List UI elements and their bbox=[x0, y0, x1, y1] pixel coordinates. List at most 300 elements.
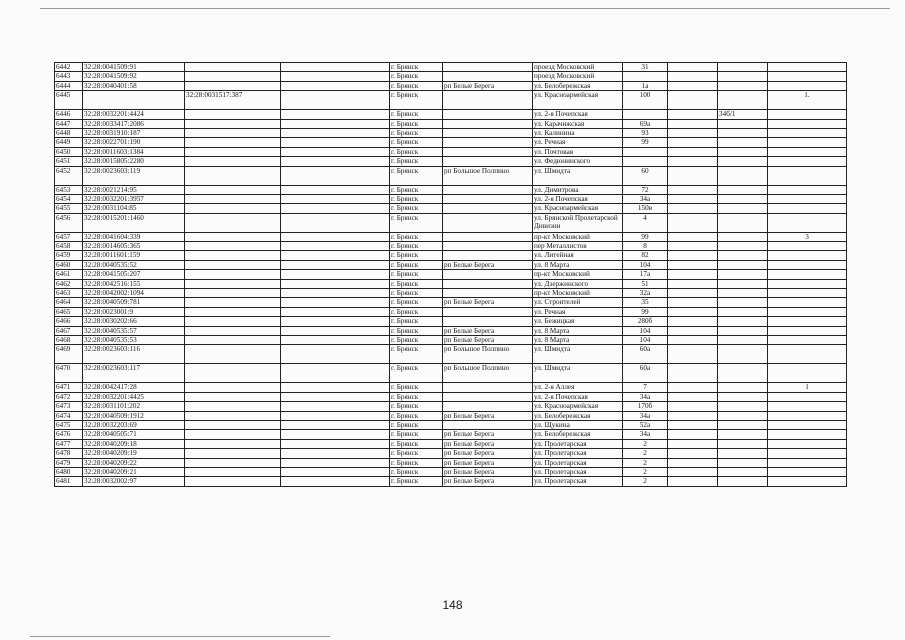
extra-cell bbox=[768, 364, 847, 383]
parent-cadastral-number-cell bbox=[185, 110, 281, 119]
cadastral-number-cell: 32:28:0022701:190 bbox=[83, 138, 185, 147]
extra-cell: 1. bbox=[768, 91, 847, 110]
building-cell bbox=[668, 364, 718, 383]
building-cell bbox=[668, 411, 718, 420]
row-number-cell: 6448 bbox=[55, 128, 83, 137]
city-cell: г. Брянск bbox=[390, 420, 443, 429]
flat-cell bbox=[718, 232, 768, 241]
row-number-cell: 6473 bbox=[55, 402, 83, 411]
district-cell: рп Большое Полпино bbox=[443, 364, 533, 383]
house-number-cell: 4 bbox=[623, 213, 668, 232]
flat-cell bbox=[718, 383, 768, 392]
extra-cell bbox=[768, 185, 847, 194]
table-row bbox=[55, 364, 847, 383]
parent-cadastral-number-cell bbox=[185, 270, 281, 279]
street-cell: проезд Московский bbox=[533, 72, 623, 81]
flat-cell bbox=[718, 317, 768, 326]
house-number-cell: 2 bbox=[623, 467, 668, 476]
district-cell: рп Большое Полпино bbox=[443, 345, 533, 364]
blank-cell bbox=[281, 63, 390, 72]
building-cell bbox=[668, 298, 718, 307]
row-number-cell: 6472 bbox=[55, 392, 83, 401]
district-cell: рп Белые Берега bbox=[443, 458, 533, 467]
city-cell: г. Брянск bbox=[390, 72, 443, 81]
flat-cell bbox=[718, 204, 768, 213]
row-number-cell: 6460 bbox=[55, 260, 83, 269]
table-row bbox=[55, 204, 847, 213]
district-cell bbox=[443, 157, 533, 166]
house-number-cell: 35 bbox=[623, 298, 668, 307]
city-cell: г. Брянск bbox=[390, 317, 443, 326]
row-number-cell: 6469 bbox=[55, 345, 83, 364]
city-cell: г. Брянск bbox=[390, 430, 443, 439]
flat-cell bbox=[718, 307, 768, 316]
parent-cadastral-number-cell bbox=[185, 317, 281, 326]
building-cell bbox=[668, 335, 718, 344]
blank-cell bbox=[281, 439, 390, 448]
city-cell: г. Брянск bbox=[390, 335, 443, 344]
building-cell bbox=[668, 449, 718, 458]
blank-cell bbox=[281, 364, 390, 383]
extra-cell bbox=[768, 392, 847, 401]
street-cell: ул. Димитрова bbox=[533, 185, 623, 194]
street-cell: ул. 2-я Аллея bbox=[533, 383, 623, 392]
blank-cell bbox=[281, 138, 390, 147]
blank-cell bbox=[281, 289, 390, 298]
building-cell bbox=[668, 430, 718, 439]
district-cell bbox=[443, 232, 533, 241]
row-number-cell: 6458 bbox=[55, 242, 83, 251]
row-number-cell: 6479 bbox=[55, 458, 83, 467]
scan-edge-line-top bbox=[40, 8, 890, 9]
district-cell bbox=[443, 279, 533, 288]
building-cell bbox=[668, 194, 718, 203]
parent-cadastral-number-cell bbox=[185, 242, 281, 251]
row-number-cell: 6453 bbox=[55, 185, 83, 194]
district-cell bbox=[443, 420, 533, 429]
house-number-cell: 60а bbox=[623, 345, 668, 364]
extra-cell bbox=[768, 307, 847, 316]
extra-cell bbox=[768, 289, 847, 298]
row-number-cell: 6474 bbox=[55, 411, 83, 420]
flat-cell: 34б/1 bbox=[718, 110, 768, 119]
parent-cadastral-number-cell bbox=[185, 279, 281, 288]
district-cell bbox=[443, 392, 533, 401]
city-cell: г. Брянск bbox=[390, 411, 443, 420]
street-cell: пр-кт Московский bbox=[533, 270, 623, 279]
table-row bbox=[55, 213, 847, 232]
street-cell: ул. Белобережская bbox=[533, 411, 623, 420]
cadastral-number-cell: 32:28:0021214:95 bbox=[83, 185, 185, 194]
cadastral-number-cell: 32:28:0032201:4425 bbox=[83, 392, 185, 401]
district-cell bbox=[443, 138, 533, 147]
house-number-cell: 82 bbox=[623, 251, 668, 260]
blank-cell bbox=[281, 81, 390, 90]
row-number-cell: 6443 bbox=[55, 72, 83, 81]
table-row bbox=[55, 402, 847, 411]
street-cell: ул. Пролетарская bbox=[533, 477, 623, 486]
parent-cadastral-number-cell bbox=[185, 430, 281, 439]
city-cell: г. Брянск bbox=[390, 185, 443, 194]
house-number-cell: 2 bbox=[623, 449, 668, 458]
extra-cell bbox=[768, 439, 847, 448]
row-number-cell: 6447 bbox=[55, 119, 83, 128]
house-number-cell: 104 bbox=[623, 260, 668, 269]
street-cell: ул. Шмидта bbox=[533, 345, 623, 364]
house-number-cell: 31 bbox=[623, 63, 668, 72]
city-cell: г. Брянск bbox=[390, 242, 443, 251]
building-cell bbox=[668, 345, 718, 364]
district-cell bbox=[443, 63, 533, 72]
street-cell: ул. Карачижская bbox=[533, 119, 623, 128]
blank-cell bbox=[281, 467, 390, 476]
flat-cell bbox=[718, 420, 768, 429]
extra-cell bbox=[768, 335, 847, 344]
cadastral-number-cell: 32:28:0040209:19 bbox=[83, 449, 185, 458]
cadastral-number-cell: 32:28:0042516:155 bbox=[83, 279, 185, 288]
building-cell bbox=[668, 289, 718, 298]
extra-cell bbox=[768, 430, 847, 439]
house-number-cell: 99 bbox=[623, 138, 668, 147]
parent-cadastral-number-cell bbox=[185, 119, 281, 128]
cadastral-number-cell: 32:28:0023001:9 bbox=[83, 307, 185, 316]
street-cell: ул. Пролетарская bbox=[533, 458, 623, 467]
district-cell: рп Белые Берега bbox=[443, 298, 533, 307]
city-cell: г. Брянск bbox=[390, 458, 443, 467]
street-cell: ул. Строителей bbox=[533, 298, 623, 307]
row-number-cell: 6470 bbox=[55, 364, 83, 383]
row-number-cell: 6445 bbox=[55, 91, 83, 110]
extra-cell: 3 bbox=[768, 232, 847, 241]
city-cell: г. Брянск bbox=[390, 279, 443, 288]
row-number-cell: 6444 bbox=[55, 81, 83, 90]
row-number-cell: 6464 bbox=[55, 298, 83, 307]
blank-cell bbox=[281, 430, 390, 439]
table-row bbox=[55, 81, 847, 90]
flat-cell bbox=[718, 477, 768, 486]
parent-cadastral-number-cell bbox=[185, 81, 281, 90]
extra-cell bbox=[768, 458, 847, 467]
house-number-cell: 69а bbox=[623, 119, 668, 128]
city-cell: г. Брянск bbox=[390, 289, 443, 298]
house-number-cell: 99 bbox=[623, 232, 668, 241]
cadastral-number-cell: 32:28:0032201:3957 bbox=[83, 194, 185, 203]
parent-cadastral-number-cell bbox=[185, 345, 281, 364]
street-cell: пр-кт Московский bbox=[533, 289, 623, 298]
table-row bbox=[55, 449, 847, 458]
row-number-cell: 6476 bbox=[55, 430, 83, 439]
house-number-cell: 93 bbox=[623, 128, 668, 137]
city-cell: г. Брянск bbox=[390, 260, 443, 269]
blank-cell bbox=[281, 128, 390, 137]
city-cell: г. Брянск bbox=[390, 477, 443, 486]
cadastral-number-cell: 32:28:0011603:1384 bbox=[83, 147, 185, 156]
cadastral-number-cell: 32:28:0032203:69 bbox=[83, 420, 185, 429]
building-cell bbox=[668, 251, 718, 260]
street-cell: ул. Пролетарская bbox=[533, 449, 623, 458]
table-row bbox=[55, 166, 847, 185]
extra-cell bbox=[768, 147, 847, 156]
building-cell bbox=[668, 383, 718, 392]
blank-cell bbox=[281, 411, 390, 420]
street-cell: ул. Красноармейская bbox=[533, 402, 623, 411]
parent-cadastral-number-cell bbox=[185, 185, 281, 194]
table-row bbox=[55, 392, 847, 401]
cadastral-number-cell: 32:28:0031101:202 bbox=[83, 402, 185, 411]
parent-cadastral-number-cell bbox=[185, 467, 281, 476]
city-cell: г. Брянск bbox=[390, 157, 443, 166]
cadastral-number-cell: 32:28:0030202:66 bbox=[83, 317, 185, 326]
flat-cell bbox=[718, 467, 768, 476]
building-cell bbox=[668, 138, 718, 147]
page-number: 148 bbox=[442, 598, 463, 612]
parent-cadastral-number-cell bbox=[185, 449, 281, 458]
city-cell: г. Брянск bbox=[390, 63, 443, 72]
table-row bbox=[55, 242, 847, 251]
flat-cell bbox=[718, 345, 768, 364]
parent-cadastral-number-cell bbox=[185, 204, 281, 213]
street-cell: ул. Шмидта bbox=[533, 364, 623, 383]
city-cell: г. Брянск bbox=[390, 194, 443, 203]
flat-cell bbox=[718, 128, 768, 137]
district-cell: рп Белые Берега bbox=[443, 449, 533, 458]
parent-cadastral-number-cell bbox=[185, 383, 281, 392]
table-row bbox=[55, 317, 847, 326]
house-number-cell: 60 bbox=[623, 166, 668, 185]
house-number-cell bbox=[623, 157, 668, 166]
district-cell bbox=[443, 110, 533, 119]
building-cell bbox=[668, 110, 718, 119]
register-table bbox=[54, 62, 847, 487]
blank-cell bbox=[281, 402, 390, 411]
house-number-cell bbox=[623, 110, 668, 119]
street-cell: ул. Речная bbox=[533, 138, 623, 147]
parent-cadastral-number-cell bbox=[185, 213, 281, 232]
house-number-cell: 17а bbox=[623, 270, 668, 279]
cadastral-number-cell: 32:28:0041509:92 bbox=[83, 72, 185, 81]
street-cell: ул. Бежицкая bbox=[533, 317, 623, 326]
cadastral-number-cell: 32:28:0033417:2086 bbox=[83, 119, 185, 128]
extra-cell bbox=[768, 204, 847, 213]
house-number-cell: 34а bbox=[623, 411, 668, 420]
parent-cadastral-number-cell bbox=[185, 335, 281, 344]
parent-cadastral-number-cell bbox=[185, 307, 281, 316]
row-number-cell: 6468 bbox=[55, 335, 83, 344]
flat-cell bbox=[718, 430, 768, 439]
district-cell bbox=[443, 119, 533, 128]
blank-cell bbox=[281, 458, 390, 467]
house-number-cell bbox=[623, 147, 668, 156]
city-cell: г. Брянск bbox=[390, 439, 443, 448]
extra-cell: 1 bbox=[768, 383, 847, 392]
blank-cell bbox=[281, 307, 390, 316]
flat-cell bbox=[718, 251, 768, 260]
district-cell: рп Белые Берега bbox=[443, 260, 533, 269]
cadastral-number-cell: 32:28:0042002:1094 bbox=[83, 289, 185, 298]
street-cell: ул. 2-я Почепская bbox=[533, 194, 623, 203]
table-row bbox=[55, 326, 847, 335]
city-cell: г. Брянск bbox=[390, 110, 443, 119]
city-cell: г. Брянск bbox=[390, 392, 443, 401]
street-cell: ул. Красноармейская bbox=[533, 91, 623, 110]
building-cell bbox=[668, 402, 718, 411]
house-number-cell bbox=[623, 72, 668, 81]
row-number-cell: 6455 bbox=[55, 204, 83, 213]
city-cell: г. Брянск bbox=[390, 364, 443, 383]
row-number-cell: 6449 bbox=[55, 138, 83, 147]
building-cell bbox=[668, 317, 718, 326]
district-cell bbox=[443, 317, 533, 326]
street-cell: ул. Речная bbox=[533, 307, 623, 316]
cadastral-number-cell: 32:28:0040505:71 bbox=[83, 430, 185, 439]
street-cell: ул. Пролетарская bbox=[533, 439, 623, 448]
parent-cadastral-number-cell bbox=[185, 364, 281, 383]
blank-cell bbox=[281, 270, 390, 279]
row-number-cell: 6465 bbox=[55, 307, 83, 316]
district-cell: рп Большое Полпино bbox=[443, 166, 533, 185]
house-number-cell: 34а bbox=[623, 430, 668, 439]
house-number-cell: 34а bbox=[623, 194, 668, 203]
table-row bbox=[55, 298, 847, 307]
parent-cadastral-number-cell bbox=[185, 289, 281, 298]
city-cell: г. Брянск bbox=[390, 402, 443, 411]
parent-cadastral-number-cell bbox=[185, 392, 281, 401]
blank-cell bbox=[281, 298, 390, 307]
city-cell: г. Брянск bbox=[390, 204, 443, 213]
flat-cell bbox=[718, 91, 768, 110]
street-cell: ул. Шмидта bbox=[533, 166, 623, 185]
flat-cell bbox=[718, 166, 768, 185]
cadastral-number-cell: 32:28:0041604:339 bbox=[83, 232, 185, 241]
house-number-cell: 280б bbox=[623, 317, 668, 326]
district-cell: рп Белые Берега bbox=[443, 467, 533, 476]
extra-cell bbox=[768, 138, 847, 147]
street-cell: ул. Брянской Пролетарской Дивизии bbox=[533, 213, 623, 232]
cadastral-number-cell: 32:28:0040209:21 bbox=[83, 467, 185, 476]
flat-cell bbox=[718, 364, 768, 383]
flat-cell bbox=[718, 157, 768, 166]
extra-cell bbox=[768, 157, 847, 166]
extra-cell bbox=[768, 317, 847, 326]
row-number-cell: 6463 bbox=[55, 289, 83, 298]
row-number-cell: 6461 bbox=[55, 270, 83, 279]
row-number-cell: 6450 bbox=[55, 147, 83, 156]
blank-cell bbox=[281, 477, 390, 486]
flat-cell bbox=[718, 402, 768, 411]
district-cell bbox=[443, 128, 533, 137]
table-row bbox=[55, 345, 847, 364]
city-cell: г. Брянск bbox=[390, 147, 443, 156]
district-cell: рп Белые Берега bbox=[443, 477, 533, 486]
table-row bbox=[55, 138, 847, 147]
parent-cadastral-number-cell bbox=[185, 157, 281, 166]
cadastral-number-cell: 32:28:0031104:85 bbox=[83, 204, 185, 213]
flat-cell bbox=[718, 147, 768, 156]
flat-cell bbox=[718, 213, 768, 232]
parent-cadastral-number-cell bbox=[185, 138, 281, 147]
extra-cell bbox=[768, 467, 847, 476]
city-cell: г. Брянск bbox=[390, 307, 443, 316]
flat-cell bbox=[718, 194, 768, 203]
blank-cell bbox=[281, 194, 390, 203]
cadastral-number-cell: 32:28:0040509:1912 bbox=[83, 411, 185, 420]
table-row bbox=[55, 411, 847, 420]
parent-cadastral-number-cell bbox=[185, 251, 281, 260]
blank-cell bbox=[281, 383, 390, 392]
table-row bbox=[55, 194, 847, 203]
flat-cell bbox=[718, 439, 768, 448]
house-number-cell: 170б bbox=[623, 402, 668, 411]
parent-cadastral-number-cell bbox=[185, 458, 281, 467]
flat-cell bbox=[718, 449, 768, 458]
building-cell bbox=[668, 166, 718, 185]
table-row bbox=[55, 185, 847, 194]
street-cell: ул. Литейная bbox=[533, 251, 623, 260]
parent-cadastral-number-cell bbox=[185, 260, 281, 269]
blank-cell bbox=[281, 213, 390, 232]
house-number-cell: 2 bbox=[623, 477, 668, 486]
district-cell bbox=[443, 402, 533, 411]
extra-cell bbox=[768, 213, 847, 232]
district-cell bbox=[443, 270, 533, 279]
table-row bbox=[55, 157, 847, 166]
flat-cell bbox=[718, 185, 768, 194]
house-number-cell: 60а bbox=[623, 364, 668, 383]
cadastral-number-cell: 32:28:0040535:53 bbox=[83, 335, 185, 344]
parent-cadastral-number-cell bbox=[185, 420, 281, 429]
extra-cell bbox=[768, 251, 847, 260]
parent-cadastral-number-cell bbox=[185, 326, 281, 335]
house-number-cell: 2 bbox=[623, 458, 668, 467]
table-row bbox=[55, 289, 847, 298]
extra-cell bbox=[768, 345, 847, 364]
cadastral-number-cell: 32:28:0014605:365 bbox=[83, 242, 185, 251]
flat-cell bbox=[718, 392, 768, 401]
district-cell bbox=[443, 204, 533, 213]
flat-cell bbox=[718, 242, 768, 251]
table-row bbox=[55, 251, 847, 260]
building-cell bbox=[668, 439, 718, 448]
cadastral-number-cell bbox=[83, 91, 185, 110]
blank-cell bbox=[281, 147, 390, 156]
blank-cell bbox=[281, 420, 390, 429]
district-cell bbox=[443, 194, 533, 203]
blank-cell bbox=[281, 119, 390, 128]
street-cell: пер Металлистов bbox=[533, 242, 623, 251]
blank-cell bbox=[281, 72, 390, 81]
blank-cell bbox=[281, 110, 390, 119]
extra-cell bbox=[768, 72, 847, 81]
table-row bbox=[55, 119, 847, 128]
city-cell: г. Брянск bbox=[390, 467, 443, 476]
district-cell: рп Белые Берега bbox=[443, 439, 533, 448]
house-number-cell: 100 bbox=[623, 91, 668, 110]
district-cell bbox=[443, 242, 533, 251]
row-number-cell: 6471 bbox=[55, 383, 83, 392]
blank-cell bbox=[281, 317, 390, 326]
district-cell bbox=[443, 213, 533, 232]
cadastral-number-cell: 32:28:0042417:28 bbox=[83, 383, 185, 392]
street-cell: ул. Пролетарская bbox=[533, 467, 623, 476]
parent-cadastral-number-cell bbox=[185, 166, 281, 185]
row-number-cell: 6451 bbox=[55, 157, 83, 166]
table-row bbox=[55, 270, 847, 279]
flat-cell bbox=[718, 138, 768, 147]
street-cell: ул. Красноармейская bbox=[533, 204, 623, 213]
street-cell: ул. 2-я Почепская bbox=[533, 110, 623, 119]
table-row bbox=[55, 279, 847, 288]
street-cell: ул. 8 Марта bbox=[533, 260, 623, 269]
